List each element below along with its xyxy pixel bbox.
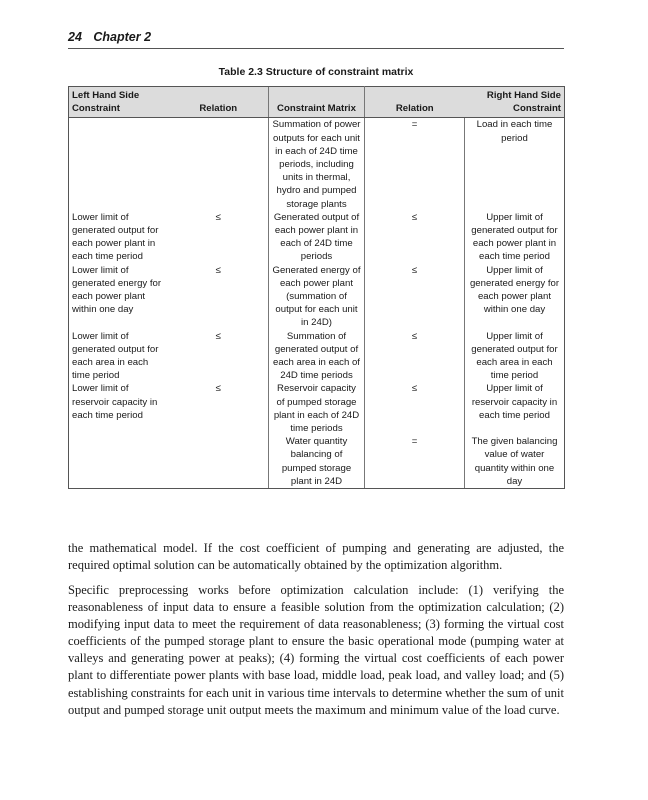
cell-rhs: Upper limit of generated energy for each power plant within one day	[465, 264, 565, 330]
cell-rhs: Upper limit of generated output for each area in each time period	[465, 330, 565, 383]
cell-relation-right: ≤	[411, 330, 418, 342]
page-number: 24	[68, 30, 82, 44]
cell-relation-right: =	[365, 435, 465, 488]
cell-rhs: The given balancing value of water quantity within one day	[465, 435, 565, 488]
cell-rhs: Load in each time period	[465, 118, 565, 211]
header-lhs-line2: Constraint	[72, 103, 120, 115]
table-caption: Table 2.3 Structure of constraint matrix	[218, 66, 414, 78]
cell-rhs: Upper limit of generated output for each power plant in each time period	[465, 211, 565, 264]
running-head	[68, 30, 564, 49]
table-row	[69, 382, 565, 435]
cell-lhs: Lower limit of generated output for each area in each time period	[69, 330, 169, 383]
cell-relation-left: ≤	[215, 211, 221, 223]
cell-constraint-matrix: Generated energy of each power plant (summation of output for each unit in 24D)	[269, 264, 365, 330]
header-rhs-line2: Constraint	[513, 103, 561, 115]
cell-constraint-matrix: Summation of power outputs for each unit in each of 24D time periods, including units in thermal, hydro and pumped storage plants	[269, 118, 365, 211]
body-paragraph: Specific preprocessing works before optimization calculation include: (1) verifying the reasonableness of input data to ensure a feasible solution from the optimization calculation; (2) modifying input data to meet the requirement of data reasonableness; (3) forming the virtual cost coefficients of the pumped storage plant to ensure the basic operational mode (pumping water at valleys and generating power at peaks); (4) forming the virtual cost coefficients of each power plant to differentiate power plants with base load, middle load, peak load, and valley load; and (5) establishing constraints for each unit in various time intervals to determine whether the sum of unit output and pumped storage unit output meets the maximum and minimum value of the load curve.	[68, 583, 564, 717]
table-row	[69, 211, 565, 264]
cell-relation-right: ≤	[411, 383, 418, 395]
table-row	[69, 330, 565, 383]
cell-constraint-matrix: Reservoir capacity of pumped storage plant in each of 24D time periods	[269, 382, 365, 435]
table-row	[69, 264, 565, 330]
cell-relation-right: ≤	[411, 264, 418, 276]
cell-relation-left: ≤	[215, 264, 221, 276]
cell-relation-left: ≤	[215, 383, 221, 395]
cell-constraint-matrix: Summation of generated output of each area in each of 24D time periods	[269, 330, 365, 383]
cell-constraint-matrix: Water quantity balancing of pumped storage plant in 24D	[269, 435, 365, 488]
table-row	[69, 118, 565, 211]
cell-relation-left	[169, 435, 269, 488]
cell-constraint-matrix: Generated output of each power plant in each of 24D time periods	[269, 211, 365, 264]
cell-lhs	[69, 118, 169, 211]
cell-lhs: Lower limit of generated output for each power plant in each time period	[69, 211, 169, 264]
chapter-title: Chapter 2	[93, 30, 152, 44]
cell-relation-left	[169, 118, 269, 211]
cell-lhs	[69, 435, 169, 488]
header-constraint-matrix: Constraint Matrix	[269, 87, 365, 118]
header-relation-right: Relation	[365, 87, 465, 118]
cell-relation-left: ≤	[215, 330, 221, 342]
header-rhs	[465, 87, 565, 118]
body-paragraph: the mathematical model. If the cost coefficient of pumping and generating are adjusted, the required optimal solution can be automatically obtained by the optimization algorithm.	[68, 541, 564, 573]
cell-rhs: Upper limit of reservoir capacity in each time period	[465, 382, 565, 435]
cell-relation-right: ≤	[411, 211, 418, 223]
header-lhs-line1: Left Hand Side	[72, 90, 140, 101]
header-relation-left: Relation	[169, 87, 269, 118]
cell-relation-right: =	[411, 119, 418, 131]
cell-lhs: Lower limit of generated energy for each power plant within one day	[69, 264, 169, 330]
table-header-row	[69, 87, 565, 118]
header-lhs	[69, 87, 169, 118]
cell-lhs: Lower limit of reservoir capacity in each time period	[69, 382, 169, 435]
table-row	[69, 435, 565, 488]
header-rhs-line1: Right Hand Side	[486, 90, 561, 101]
constraint-matrix-table	[68, 86, 565, 489]
